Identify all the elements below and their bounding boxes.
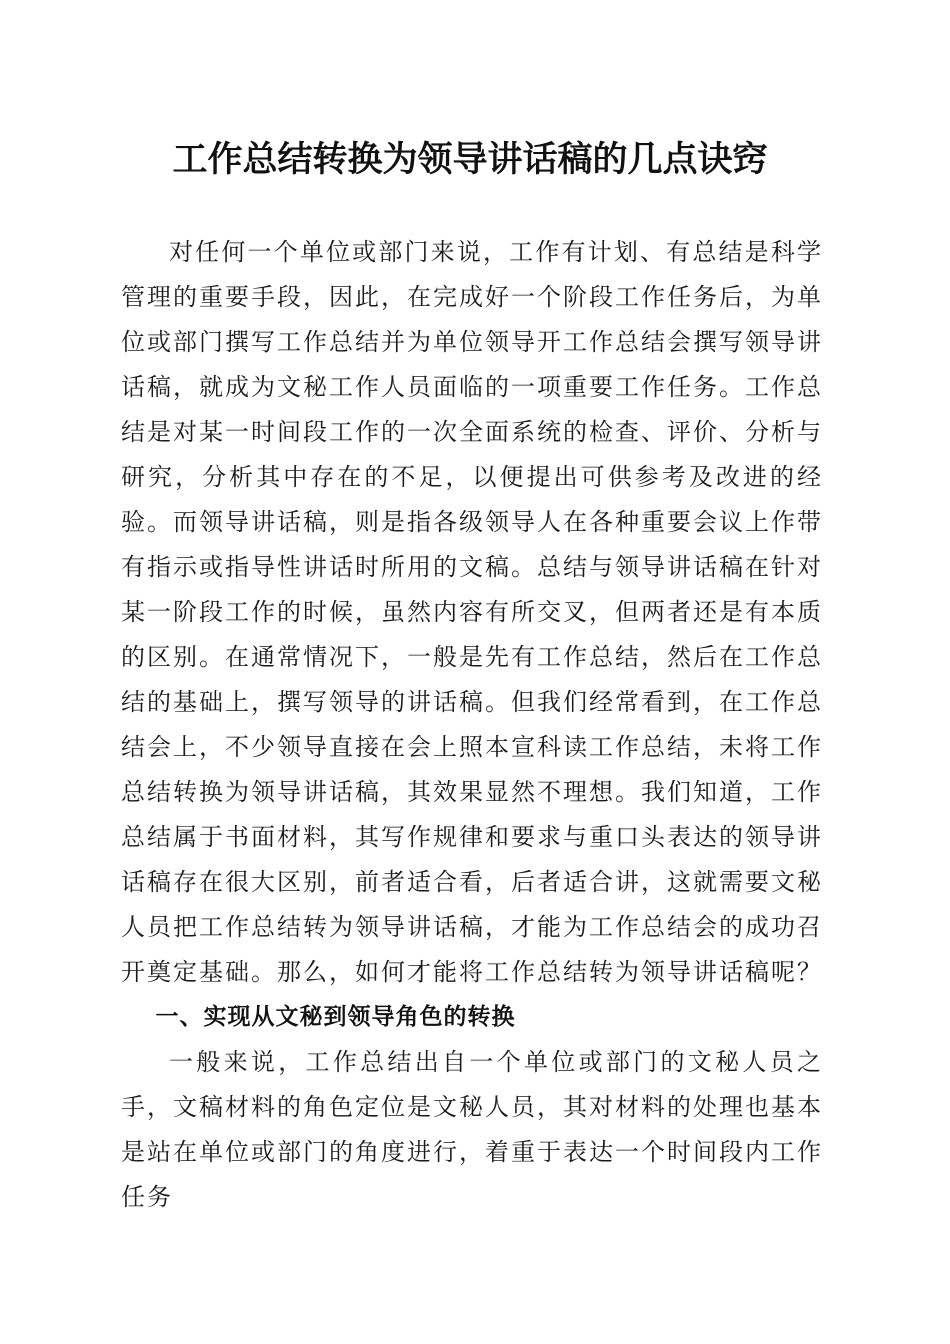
section-paragraph: 一般来说，工作总结出自一个单位或部门的文秘人员之手，文稿材料的角色定位是文秘人员，其对材料的处理也基本是站在单位或部门的角度进行，着重于表达一个时间段内工作任务 xyxy=(121,1048,823,1211)
intro-paragraph: 对任何一个单位或部门来说，工作有计划、有总结是科学管理的重要手段，因此，在完成好一个阶段工作任务后，为单位或部门撰写工作总结并为单位领导开工作总结会撰写领导讲话稿，就成为文秘工作人员面临的一项重要工作任务。工作总结是对某一时间段工作的一次全面系统的检查、评价、分析与研究，分析其中存在的不足，以便提出可供参考及改进的经验。而领导讲话稿，则是指各级领导人在各种重要会议上作带有指示或指导性讲话时所用的文稿。总结与领导讲话稿在针对某一阶段工作的时候，虽然内容有所交叉，但两者还是有本质的区别。在通常情况下，一般是先有工作总结，然后在工作总结的基础上，撰写领导的讲话稿。但我们经常看到，在工作总结会上，不少领导直接在会上照本宣科读工作总结，未将工作总结转换为领导讲话稿，其效果显然不理想。我们知道，工作总结属于书面材料，其写作规律和要求与重口头表达的领导讲话稿存在很大区别，前者适合看，后者适合讲，这就需要文秘人员把工作总结转为领导讲话稿，才能为工作总结会的成功召开奠定基础。那么，如何才能将工作总结转为领导讲话稿呢？ xyxy=(121,238,823,986)
section-heading: 一、实现从文秘到领导角色的转换 xyxy=(155,1004,516,1030)
document-title: 工作总结转换为领导讲话稿的几点诀窍 xyxy=(172,139,768,180)
document-body xyxy=(121,230,823,1220)
